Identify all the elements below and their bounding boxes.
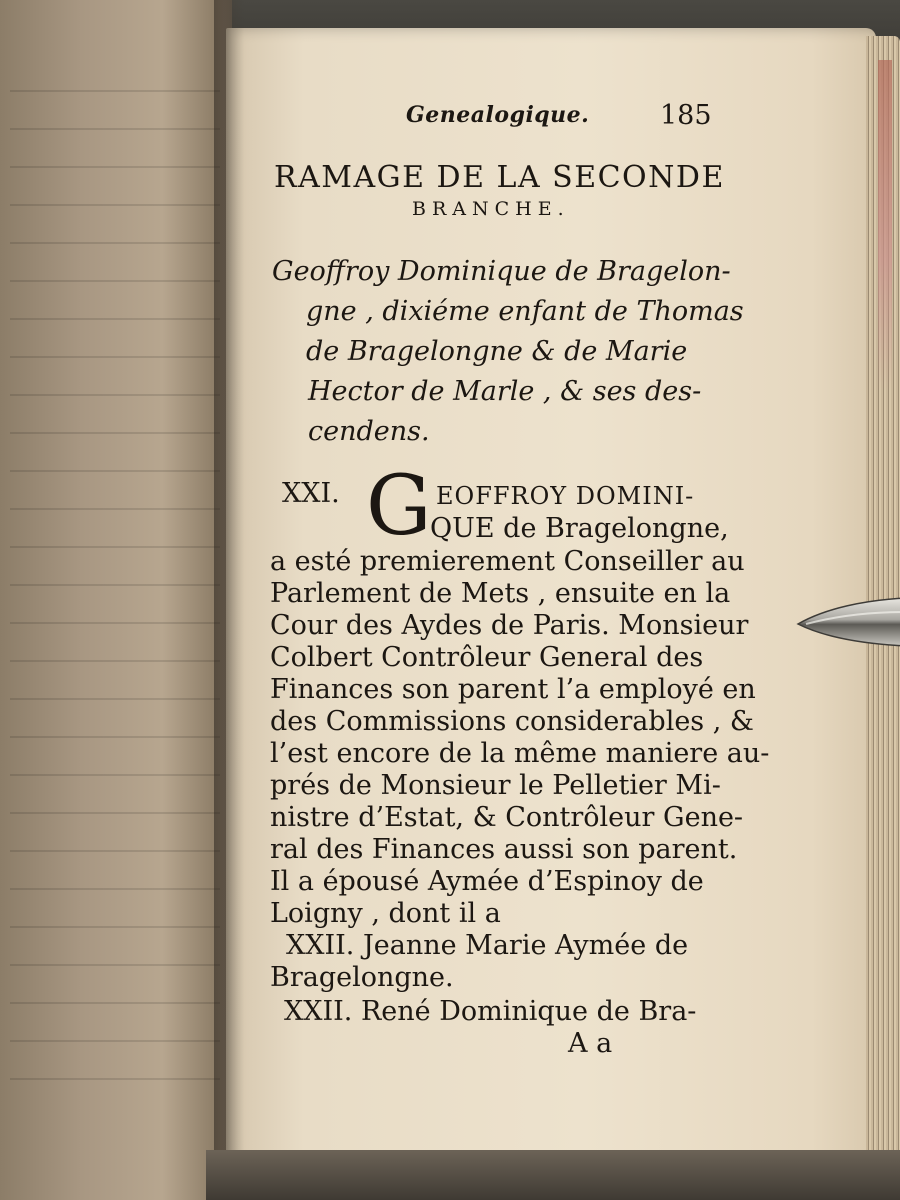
italic-line-3: de Bragelongne & de Marie: [306, 336, 688, 367]
entry-line-1: EOFFROY DOMINI-: [436, 482, 695, 510]
body-line-10: ral des Finances aussi son parent.: [270, 834, 738, 865]
entry-line-2: QUE de Bragelongne,: [430, 513, 729, 544]
italic-line-2: gne , dixiéme enfant de Thomas: [306, 296, 744, 327]
running-head: Genealogique.: [406, 102, 590, 128]
book-board-bottom: [206, 1150, 900, 1200]
body-line-3: Cour des Aydes de Paris. Monsieur: [270, 610, 749, 641]
italic-line-1: Geoffroy Dominique de Bragelon-: [272, 256, 731, 287]
body-line-5: Finances son parent l’a employé en: [270, 674, 756, 705]
body-line-1: a esté premierement Conseiller au: [270, 546, 745, 577]
section-heading: RAMAGE DE LA SECONDE: [274, 160, 725, 195]
body-line-8: prés de Monsieur le Pelletier Mi-: [270, 770, 721, 801]
body-line-9: nistre d’Estat, & Contrôleur Gene-: [270, 802, 744, 833]
child-entry-1-line-2: Bragelongne.: [270, 962, 454, 993]
section-subheading: BRANCHE.: [412, 198, 570, 220]
left-page-show-through: [10, 90, 220, 1090]
child-entry-2-line-1: XXII. René Dominique de Bra-: [284, 996, 697, 1027]
drop-cap: G: [366, 459, 432, 554]
body-line-11: Il a épousé Aymée d’Espinoy de: [270, 866, 704, 897]
italic-line-5: cendens.: [308, 416, 430, 447]
child-entry-1-line-1: XXII. Jeanne Marie Aymée de: [286, 930, 689, 961]
entry-numeral: XXI.: [282, 478, 340, 509]
red-edge-stain: [878, 60, 892, 390]
body-line-4: Colbert Contrôleur General des: [270, 642, 704, 673]
body-line-6: des Commissions considerables , &: [270, 706, 754, 737]
left-page: [0, 0, 232, 1200]
book-gutter: [214, 0, 244, 1200]
body-line-7: l’est encore de la même maniere au-: [270, 738, 770, 769]
italic-line-4: Hector de Marle , & ses des-: [308, 376, 702, 407]
body-line-12: Loigny , dont il a: [270, 898, 501, 929]
catchword: A a: [568, 1028, 613, 1059]
metal-bookmark: [796, 594, 900, 650]
page-number: 185: [660, 100, 712, 131]
body-line-2: Parlement de Mets , ensuite en la: [270, 578, 731, 609]
